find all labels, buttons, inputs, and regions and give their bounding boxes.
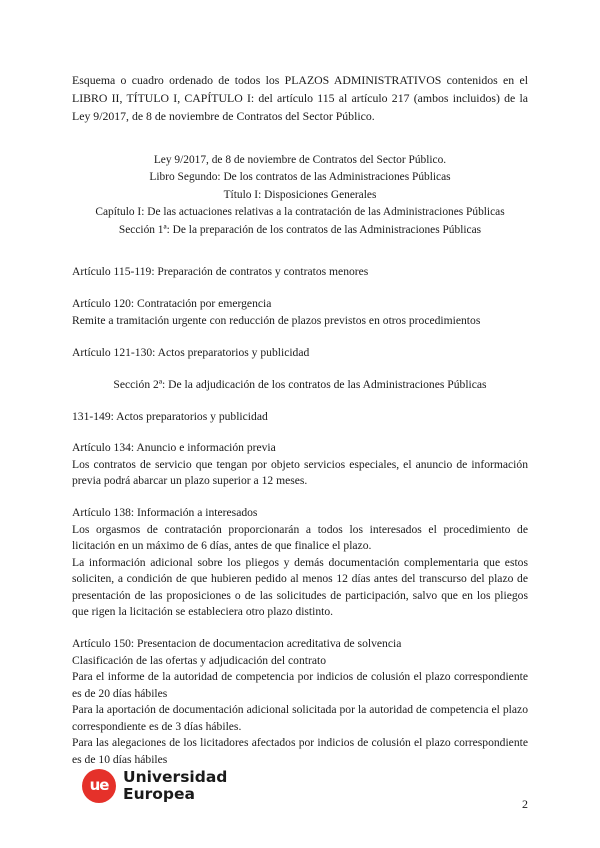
article-134-heading: Artículo 134: Anuncio e información previa <box>72 441 276 454</box>
article-138-heading: Artículo 138: Información a interesados <box>72 506 258 519</box>
chapter-heading: Capítulo I: De las actuaciones relativas a la contratación de las Administraciones Públicas <box>95 206 505 219</box>
article-120-block <box>72 296 528 329</box>
article-134-text: Los contratos de servicio que tengan por objeto servicios especiales, el anuncio de información previa podrá abarcar un plazo superior a 12 meses. <box>72 457 528 487</box>
section-1-heading: Sección 1ª: De la preparación de los contratos de las Administraciones Públicas <box>118 223 482 236</box>
article-121-heading: Artículo 121-130: Actos preparatorios y publicidad <box>72 346 310 359</box>
article-131-heading: 131-149: Actos preparatorios y publicidad <box>72 410 268 423</box>
article-150-paragraph-3: Para las alegaciones de los licitadores afectados por indicios de colusión el plazo correspondiente es de 10 días hábiles <box>72 736 528 766</box>
title-heading: Título I: Disposiciones Generales <box>223 188 377 201</box>
section-2-heading: Sección 2ª: De la adjudicación de los contratos de las Administraciones Públicas <box>113 378 487 391</box>
logo-line-1: Universidad <box>123 768 228 786</box>
book-title: Libro Segundo: De los contratos de las Administraciones Públicas <box>149 171 451 184</box>
universidad-europea-logo <box>82 769 242 805</box>
article-115-heading: Artículo 115-119: Preparación de contratos y contratos menores <box>72 265 369 278</box>
article-138-block <box>72 505 528 621</box>
article-150-block <box>72 636 528 768</box>
intro-paragraph: Esquema o cuadro ordenado de todos los PLAZOS ADMINISTRATIVOS contenidos en el LIBRO II, TÍTULO I, CAPÍTULO I: del artículo 115 al artículo 217 (ambos incluidos) de la Ley 9/2017, de 8 de noviembre de Contratos del Sector Público. <box>72 73 528 123</box>
article-150-heading: Artículo 150: Presentacion de documentacion acreditativa de solvencia <box>72 637 402 650</box>
article-120-text: Remite a tramitación urgente con reducción de plazos previstos en otros procedimientos <box>72 313 481 327</box>
article-138-paragraph-2: La información adicional sobre los pliegos y demás documentación complementaria que estos soliciten, a condición de que hubieren pedido al menos 12 días antes del transcurso del plazo de presentación de las proposiciones o de las solicitudes de participación, salvo que en los pliegos que rigen la licitación se estableciera otro plazo distinto. <box>72 555 528 618</box>
article-150-paragraph-1: Para el informe de la autoridad de competencia por indicios de colusión el plazo correspondiente es de 20 días hábiles <box>72 670 528 700</box>
logo-badge-text: ue <box>89 776 109 794</box>
article-150-paragraph-2: Para la aportación de documentación adicional solicitada por la autoridad de competencia el plazo correspondiente es de 3 días hábiles. <box>72 703 528 733</box>
logo-line-2: Europea <box>123 785 195 803</box>
page-number: 2 <box>522 797 528 811</box>
law-title: Ley 9/2017, de 8 de noviembre de Contratos del Sector Público. <box>153 154 447 166</box>
article-150-subheading: Clasificación de las ofertas y adjudicación del contrato <box>72 653 326 667</box>
logo-badge-icon <box>82 769 116 803</box>
article-134-block <box>72 440 528 490</box>
law-header <box>72 152 528 239</box>
article-138-paragraph-1: Los orgasmos de contratación proporcionarán a todos los interesados el procedimiento de licitación en un máximo de 6 días, antes de que finalice el plazo. <box>72 522 528 552</box>
logo-wordmark <box>123 769 227 803</box>
article-120-heading: Artículo 120: Contratación por emergencia <box>72 297 272 310</box>
